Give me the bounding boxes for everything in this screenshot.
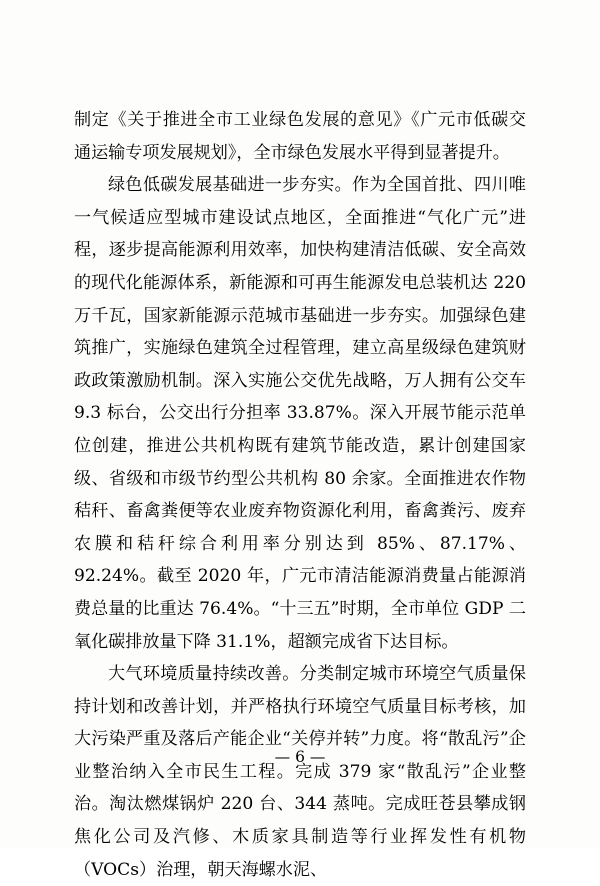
page-number: — 6 — xyxy=(274,748,326,766)
paragraph-1: 制定《关于推进全市工业绿色发展的意见》《广元市低碳交通运输专项发展规划》，全市绿色发展水平得到显著提升。 xyxy=(74,110,526,163)
paragraph-3: 大气环境质量持续改善。分类制定城市环境空气质量保持计划和改善计划，并严格执行环境空气质量目标考核，加大污染严重及落后产能企业“关停并转”力度。将“散乱污”企业整治纳入全市民生工程。完成 379 家“散乱污”企业整治。淘汰燃煤锅炉 220 台、344 蒸吨。完成旺苍县攀成钢焦化公司及汽修、木质家具制造等行业挥发性有机物（VOCs）治理，朝天海螺水泥、 xyxy=(74,664,526,880)
page-content xyxy=(74,104,526,886)
paragraph-2: 绿色低碳发展基础进一步夯实。作为全国首批、四川唯一气候适应型城市建设试点地区，全面推进“气化广元”进程，逐步提高能源利用效率，加快构建清洁低碳、安全高效的现代化能源体系，新能源和可再生能源发电总装机达 220 万千瓦，国家新能源示范城市基础进一步夯实。加强绿色建筑推广，实施绿色建筑全过程管理，建立高星级绿色建筑财政政策激励机制。深入实施公交优先战略，万人拥有公交车 9.3 标台，公交出行分担率 33.87%。深入开展节能示范单位创建，推进公共机构既有建筑节能改造，累计创建国家级、省级和市级节约型公共机构 80 余家。全面推进农作物秸秆、畜禽粪便等农业废弃物资源化利用，畜禽粪污、废弃农膜和秸秆综合利用率分别达到 85%、87.17%、92.24%。截至 2020 年，广元市清洁能源消费量占能源消费总量的比重达 76.4%。“十三五”时期，全市单位 GDP 二氧化碳排放量下降 31.1%，超额完成省下达目标。 xyxy=(74,175,526,652)
